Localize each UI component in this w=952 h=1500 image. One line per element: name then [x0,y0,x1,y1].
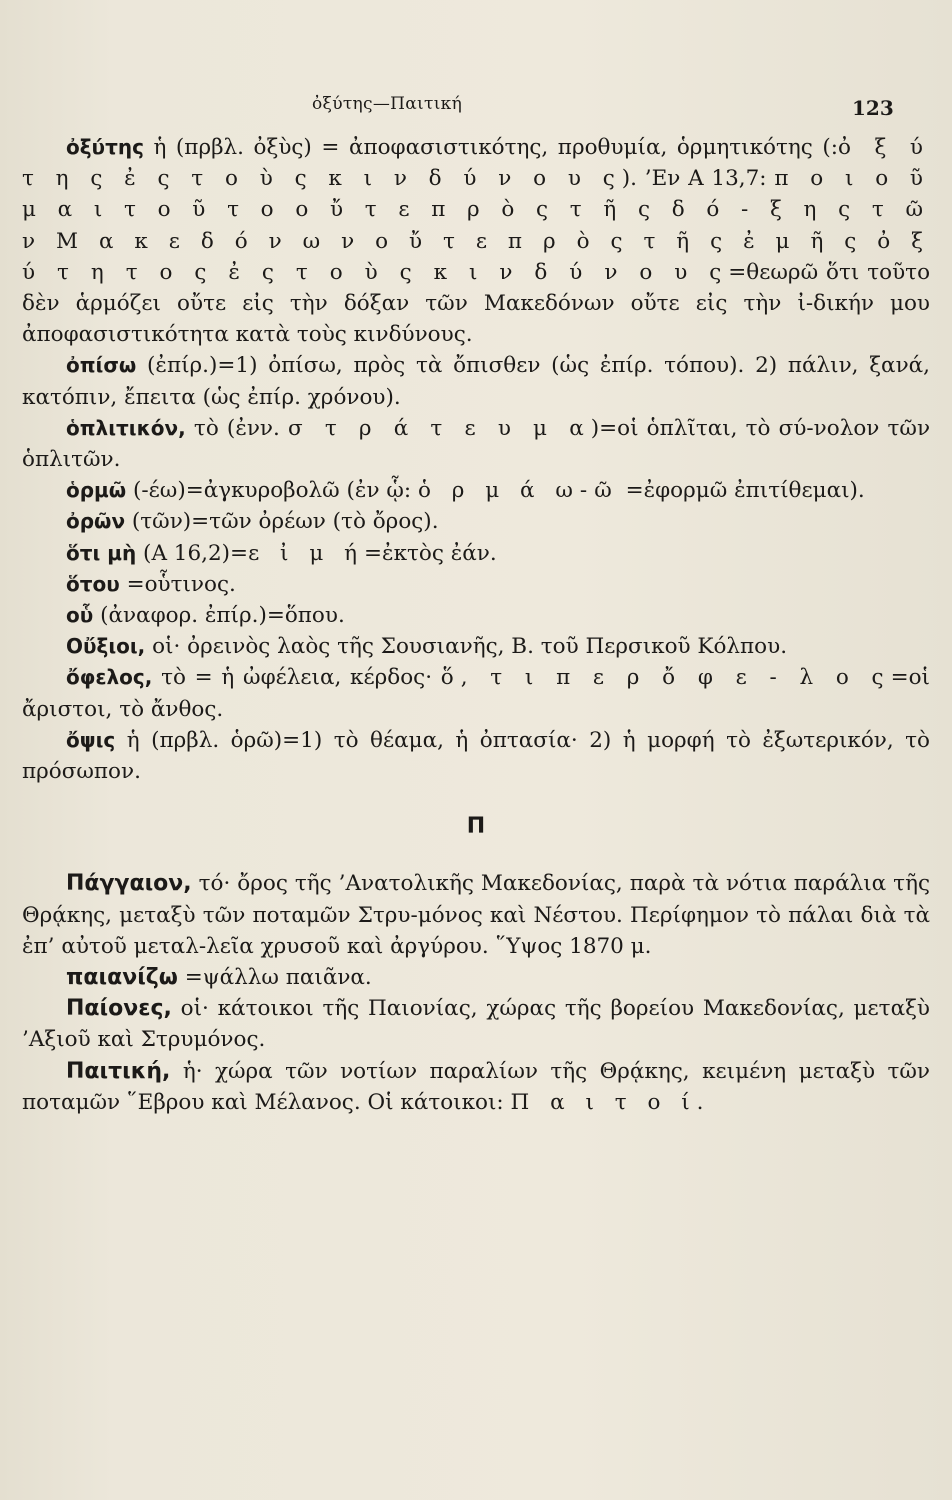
entry-headword: οὗ [66,603,94,628]
entry-headword: ὀξύτης [66,135,144,159]
entry-text: ἡ· χώρα τῶν νοτίων παραλίων τῆς Θρᾴκης, κειμένη μεταξὺ τῶν ποταμῶν ῞Εβρου καὶ Μέλανος. Οἱ κάτοικοι: [22,1058,930,1115]
entry-text: (ἀναφορ. ἐπίρ.)=ὅπου. [93,603,345,629]
dictionary-entry [22,868,930,962]
dictionary-entry [22,662,930,724]
entry-text: ἡ (πρβλ. ὁρῶ)=1) τὸ θέαμα, ἡ ὀπτασία· 2) ἡ μορφή τὸ ἐξωτερικόν, τὸ πρόσωπον. [22,727,930,785]
dictionary-entry [22,1056,930,1118]
dictionary-entry [22,413,930,475]
dictionary-entry [22,132,930,350]
spaced-quotation: π ο ι ο ῦ μ α ι τ ο ῦ τ ο ο ὔ τ ε π ρ ὸ ς τ ῆ ς δ ό - ξ η ς τ ῶ ν Μ α κ ε δ ό ν ω ν ο ὔ τ ε π ρ ὸ ς τ ῆ ς ἐ μ ῆ ς ὀ ξ ύ τ η τ ο ς ἐ ς τ ο ὺ ς κ ι ν δ ύ ν ο υ ς [22,166,930,285]
entry-text: (-έω)=ἀγκυροβολῶ (ἐν ᾧ: [126,478,418,504]
spaced-quotation: Π α ι τ ο ί [510,1089,697,1115]
entries-section-omicron [22,132,930,787]
entry-headword: ὀπίσω [66,353,137,378]
body-text [22,132,930,1118]
entry-text: τὸ = ἡ ὠφέλεια, κέρδος· [152,665,441,691]
entry-text: =ψάλλω παιᾶνα. [177,965,372,991]
entries-section-pi [22,868,930,1118]
dictionary-entry [22,506,930,537]
entry-headword: Παίονες, [66,996,172,1022]
dictionary-entry [22,569,930,600]
entry-text: (Α 16,2)= [136,540,249,566]
entry-text: ). ’Εν Α 13,7: [621,166,775,192]
dictionary-entry [22,475,930,506]
entry-headword: ὅτι μὴ [66,540,137,565]
dictionary-entry [22,962,930,993]
section-letter: Π [466,814,486,840]
entry-text: =θεωρῶ ὅτι τοῦτο δὲν ἁρμόζει οὔτε εἰς τὴν δόξαν τῶν Μακεδόνων οὔτε εἰς τὴν ἰ-δικήν μου ἀποφασιστικότητα κατὰ τοὺς κινδύνους. [22,259,931,348]
spaced-quotation: ε ἰ μ ή [248,540,365,566]
entry-text: ἡ (πρβλ. ὀξὺς) = ἀποφασιστικότης, προθυμία, ὁρμητικότης (: [143,135,839,160]
spaced-quotation: σ τ ρ ά τ ε υ μ α [288,415,591,441]
entry-text: οἱ· ὀρεινὸς λαὸς τῆς Σουσιανῆς, Β. τοῦ Περσικοῦ Κόλπου. [145,634,788,660]
dictionary-entry [22,631,930,662]
entry-text: )=οἱ ὁπλῖται, τὸ σύ-νολον τῶν ὁπλιτῶν. [22,415,931,473]
dictionary-entry [22,600,930,631]
entry-headword: ὄφελος, [66,665,153,690]
entry-text: (τῶν)=τῶν ὀρέων (τὸ ὄρος). [125,509,439,535]
dictionary-entry [22,725,930,787]
entry-headword: Πάγγαιον, [66,871,192,897]
entry-headword: ὄψις [66,727,116,752]
spaced-quotation: ὀ ξ ύ τ η ς ἐ ς τ ο ὺ ς κ ι ν δ ύ ν ο υ ς [22,135,930,192]
entry-text: . [696,1089,704,1115]
spaced-quotation: ὁ ρ μ ά ω-ῶ [417,478,619,504]
entry-text: =ἐκτὸς ἐάν. [364,540,497,566]
entry-headword: Οὔξιοι, [66,634,146,659]
entry-text: =ἐφορμῶ ἐπιτίθεμαι). [618,478,865,504]
dictionary-entry [22,538,930,569]
entry-headword: ὅτου [66,571,120,596]
entry-text: =οἱ ἄριστοι, τὸ ἄνθος. [22,665,930,722]
spaced-quotation: ὅ, τ ι π ε ρ ὄ φ ε - λ ο ς [440,665,891,691]
page-number: 123 [852,96,894,120]
running-head: ὀξύτης—Παιτική [312,94,463,114]
entry-headword: Παιτική, [66,1058,171,1084]
dictionary-entry [22,350,930,412]
entry-headword: παιανίζω [66,965,178,991]
entry-text: (ἐπίρ.)=1) ὀπίσω, πρὸς τὰ ὄπισθεν (ὡς ἐπίρ. τόπου). 2) πάλιν, ξανά, κατόπιν, ἔπειτα (ὡς ἐπίρ. χρόνου). [22,353,930,410]
entry-text: οἱ· κάτοικοι τῆς Παιονίας, χώρας τῆς βορείου Μακεδονίας, μεταξὺ ’Αξιοῦ καὶ Στρυμόνος. [22,996,930,1053]
dictionary-entry [22,993,930,1055]
entry-headword: ὁρμῶ [66,478,127,503]
entry-text: τό· ὄρος τῆς ’Ανατολικῆς Μακεδονίας, παρὰ τὰ νότια παράλια τῆς Θρᾴκης, μεταξὺ τῶν ποταμῶν Στρυ-μόνος καὶ Νέστου. Περίφημον τὸ πάλαι διὰ τὰ ἐπ’ αὐτοῦ μεταλ-λεῖα χρυσοῦ καὶ ἀργύρου. ῞Υψος 1870 μ. [22,871,930,959]
entry-headword: ὁπλιτικόν, [66,415,186,440]
entry-text: τὸ (ἐνν. [185,415,289,441]
entry-headword: ὀρῶν [66,509,126,534]
entry-text: =οὗτινος. [119,571,236,597]
